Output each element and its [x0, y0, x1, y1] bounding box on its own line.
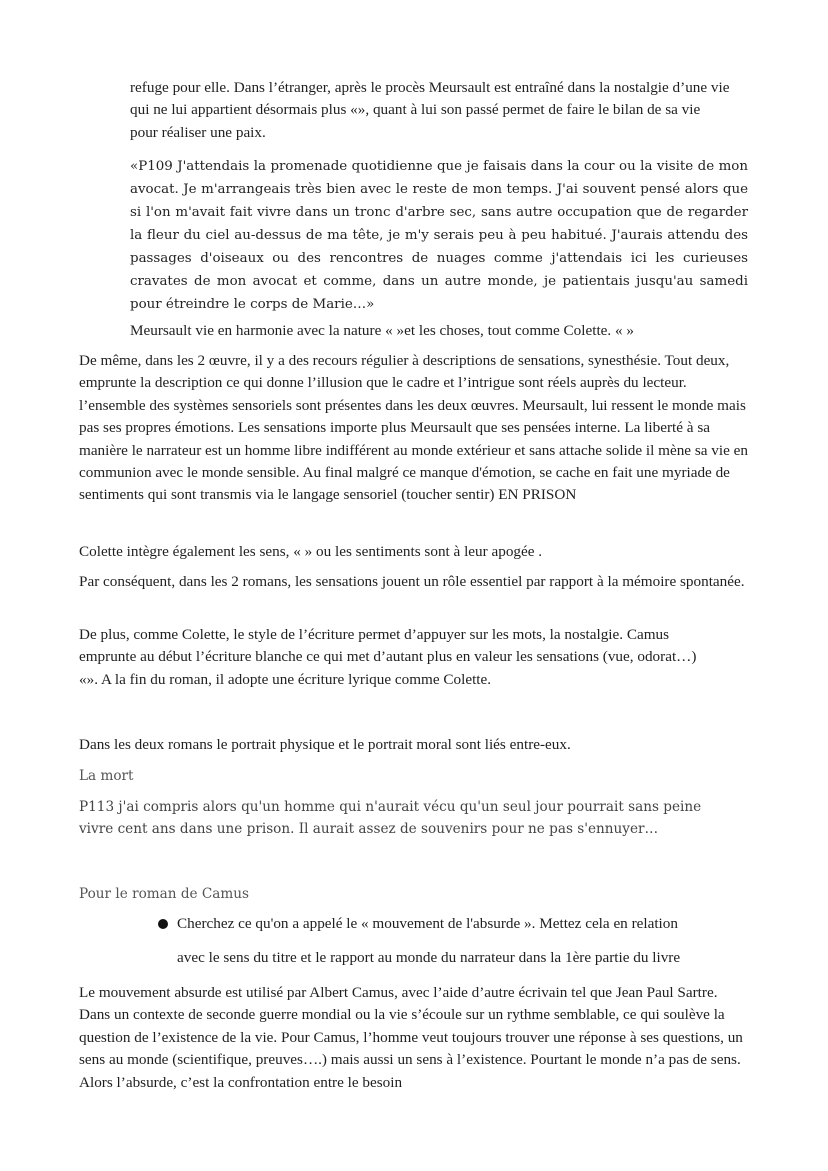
- heading-la-mort: La mort: [79, 768, 134, 784]
- bullet-dot-icon: [158, 919, 168, 929]
- paragraph-portrait: Dans les deux romans le portrait physique et le portrait moral sont liés entre-eux.: [79, 736, 571, 753]
- quote-p109: «P109 J'attendais la promenade quotidienne que je faisais dans la cour ou la visite de mon avocat. Je m'arrangeais très bien avec le reste de mon temps. J'ai souvent pensé alors que si l'on m'avait fait vivre dans un tronc d'arbre sec, sans autre occupation que de regarder la fleur du ciel au-dessus de ma tête, je m'y serais peu à peu habitué. J'aurais attendu des passages d'oiseaux ou des rencontres de nuages comme j'attendais ici les curieuses cravates de mon avocat et comme, dans un autre monde, je patientais jusqu'au samedi pour étreindre le corps de Marie…»: [130, 159, 748, 312]
- paragraph-intro: refuge pour elle. Dans l’étranger, après le procès Meursault est entraîné dans la nostalgie d’une vie qui ne lui appartient désormais plus «», quant à lui son passé permet de faire le bilan de sa vie pour réaliser une paix.: [130, 79, 730, 141]
- paragraph-harmonie: Meursault vie en harmonie avec la nature « »et les choses, tout comme Colette. « »: [130, 322, 634, 339]
- bullet-question-line2: avec le sens du titre et le rapport au monde du narrateur dans la 1ère partie du livre: [177, 949, 681, 966]
- heading-roman-camus: Pour le roman de Camus: [79, 886, 250, 902]
- paragraph-consequent: Par conséquent, dans les 2 romans, les sensations jouent un rôle essentiel par rapport à la mémoire spontanée.: [79, 573, 745, 590]
- paragraph-colette-sens: Colette intègre également les sens, « » ou les sentiments sont à leur apogée .: [79, 543, 543, 560]
- bullet-question-line1: Cherchez ce qu'on a appelé le « mouvement de l'absurde ». Mettez cela en relation: [177, 915, 678, 932]
- quote-p113: P113 j'ai compris alors qu'un homme qui n'aurait vécu qu'un seul jour pourrait sans peine vivre cent ans dans une prison. Il aurait assez de souvenirs pour ne pas s'ennuyer…: [79, 799, 702, 837]
- paragraph-style: De plus, comme Colette, le style de l’écriture permet d’appuyer sur les mots, la nostalgie. Camus emprunte au début l’écriture blanche ce qui met d’autant plus en valeur les sensations (vue, odorat…) «». A la fin du roman, il adopte une écriture lyrique comme Colette.: [79, 626, 697, 688]
- paragraph-sensations: De même, dans les 2 œuvre, il y a des recours régulier à descriptions de sensations, synesthésie. Tout deux, emprunte la description ce qui donne l’illusion que le cadre et l’intrigue sont réels auprès du lecteur. l’ensemble des systèmes sensoriels sont présentes dans les deux œuvres. Meursault, lui ressent le monde mais pas ses propres émotions. Les sensations importe plus Meursault que ses pensées interne. La liberté à sa manière le narrateur est un homme libre indifférent au monde extérieur et sans attache solide il mène sa vie en communion avec le monde sensible. Au final malgré ce manque d'émotion, se cache en fait une myriade de sentiments qui sont transmis via le langage sensoriel (toucher sentir) EN PRISON: [79, 352, 748, 504]
- paragraph-absurde: Le mouvement absurde est utilisé par Albert Camus, avec l’aide d’autre écrivain tel que Jean Paul Sartre. Dans un contexte de seconde guerre mondial ou la vie s’écoule sur un rythme semblable, ce qui soulève la question de l’existence de la vie. Pour Camus, l’homme veut toujours trouver une réponse à ses questions, un sens au monde (scientifique, preuves….) mais aussi un sens à l’existence. Pourtant le monde n’a pas de sens. Alors l’absurde, c’est la confrontation entre le besoin: [79, 984, 743, 1091]
